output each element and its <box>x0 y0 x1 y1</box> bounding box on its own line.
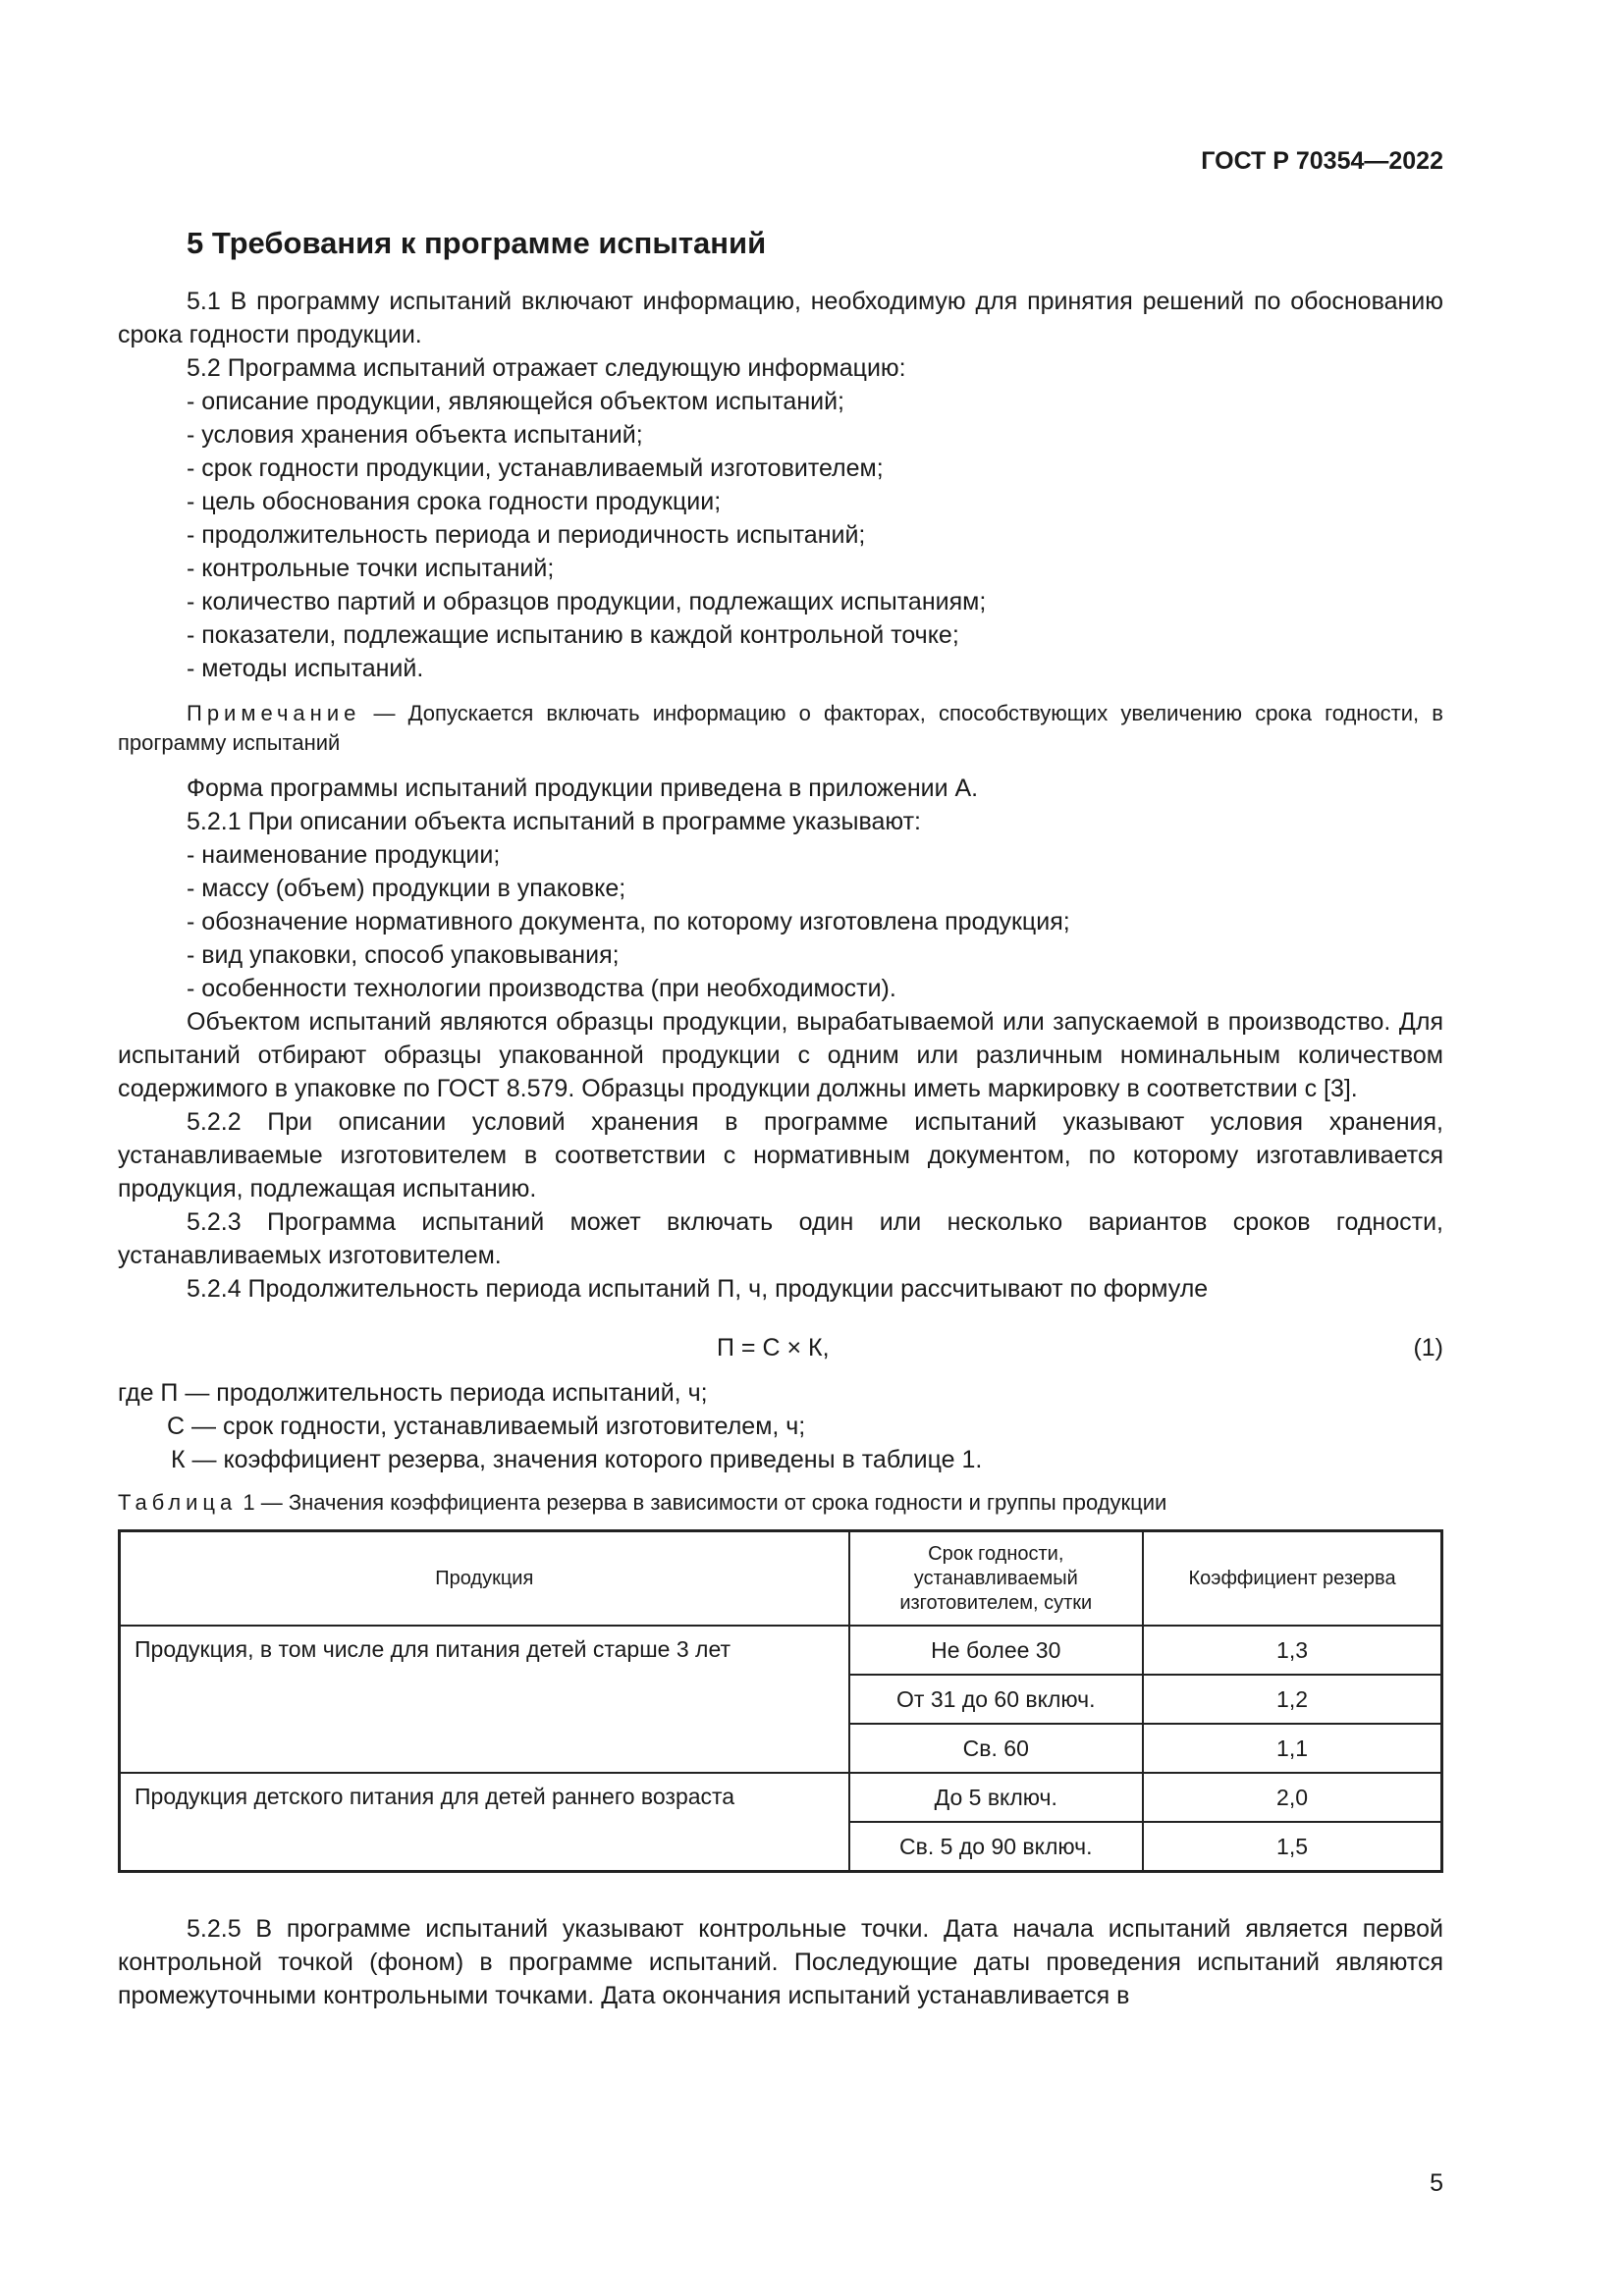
list-item: - контрольные точки испытаний; <box>187 555 555 582</box>
list-item: - показатели, подлежащие испытанию в каждой контрольной точке; <box>187 621 959 649</box>
table-caption-text: 1 — Значения коэффициента резерва в зависимости от срока годности и группы продукции <box>237 1490 1167 1515</box>
reserve-coefficient-table <box>118 1529 1443 1873</box>
product-group-cell: Продукция детского питания для детей раннего возраста <box>120 1773 849 1872</box>
coefficient-cell: 1,1 <box>1143 1724 1441 1773</box>
table-caption-label: Таблица <box>118 1490 238 1515</box>
paragraph-5-1: 5.1 В программу испытаний включают информацию, необходимую для принятия решений по обоснованию срока годности продукции. <box>118 288 1443 348</box>
shelf-life-cell: От 31 до 60 включ. <box>849 1675 1144 1724</box>
formula-legend <box>118 1376 1443 1476</box>
list-item: - методы испытаний. <box>187 655 424 682</box>
list-item: - наименование продукции; <box>187 841 501 869</box>
shelf-life-cell: Св. 60 <box>849 1724 1144 1773</box>
header-coefficient: Коэффициент резерва <box>1143 1531 1441 1627</box>
table-row <box>120 1773 1442 1822</box>
page-number: 5 <box>1430 2169 1443 2197</box>
shelf-life-cell: Не более 30 <box>849 1626 1144 1675</box>
paragraph-5-2: 5.2 Программа испытаний отражает следующую информацию: <box>187 354 906 382</box>
formula-expression: П = С × К, <box>717 1334 830 1362</box>
list-item: - продолжительность периода и периодичность испытаний; <box>187 521 866 549</box>
product-group-cell: Продукция, в том числе для питания детей старше 3 лет <box>120 1626 849 1773</box>
formula <box>118 1315 1443 1376</box>
paragraph-5-2-5: 5.2.5 В программе испытаний указывают контрольные точки. Дата начала испытаний является первой контрольной точкой (фоном) в программе испытаний. Последующие даты проведения испытаний являются промежуточными контрольными точками. Дата окончания испытаний устанавливается в <box>118 1915 1443 2009</box>
list-item: - обозначение нормативного документа, по которому изготовлена продукция; <box>187 908 1070 935</box>
table-caption <box>118 1488 1443 1518</box>
coefficient-cell: 1,2 <box>1143 1675 1441 1724</box>
header-shelf-life: Срок годности, устанавливаемый изготовителем, сутки <box>849 1531 1144 1627</box>
document-body <box>118 285 1443 2012</box>
coefficient-cell: 1,3 <box>1143 1626 1441 1675</box>
document-code-header: ГОСТ Р 70354—2022 <box>1201 147 1443 175</box>
list-item: - массу (объем) продукции в упаковке; <box>187 875 626 902</box>
note-label: Примечание <box>187 701 361 725</box>
paragraph-5-2-3: 5.2.3 Программа испытаний может включать один или несколько вариантов сроков годности, устанавливаемых изготовителем. <box>118 1208 1443 1269</box>
legend-item: К — коэффициент резерва, значения которого приведены в таблице 1. <box>171 1446 983 1473</box>
list-item: - особенности технологии производства (при необходимости). <box>187 975 896 1002</box>
coefficient-cell: 2,0 <box>1143 1773 1441 1822</box>
legend-item: С — срок годности, устанавливаемый изготовителем, ч; <box>167 1413 806 1440</box>
paragraph-5-2-2: 5.2.2 При описании условий хранения в программе испытаний указывают условия хранения, устанавливаемые изготовителем в соответствии с нормативным документом, по которому изготавливается продукция, подлежащая испытанию. <box>118 1108 1443 1202</box>
formula-number: (1) <box>1413 1334 1443 1362</box>
legend-item: где П — продолжительность периода испытаний, ч; <box>118 1379 708 1407</box>
paragraph-object: Объектом испытаний являются образцы продукции, вырабатываемой или запускаемой в производство. Для испытаний отбирают образцы упакованной продукции с одним или различным номинальным количеством содержимого в упаковке по ГОСТ 8.579. Образцы продукции должны иметь маркировку в соответствии с [3]. <box>118 1008 1443 1102</box>
shelf-life-cell: До 5 включ. <box>849 1773 1144 1822</box>
table-row <box>120 1626 1442 1675</box>
coefficient-cell: 1,5 <box>1143 1822 1441 1872</box>
shelf-life-cell: Св. 5 до 90 включ. <box>849 1822 1144 1872</box>
note <box>118 699 1443 758</box>
paragraph-5-2-4: 5.2.4 Продолжительность периода испытаний П, ч, продукции рассчитывают по формуле <box>187 1275 1209 1303</box>
note-text: — Допускается включать информацию о факторах, способствующих увеличению срока годности, в программу испытаний <box>118 701 1443 755</box>
list-item: - цель обоснования срока годности продукции; <box>187 488 722 515</box>
paragraph-5-2-1: 5.2.1 При описании объекта испытаний в программе указывают: <box>187 808 921 835</box>
list-item: - описание продукции, являющейся объектом испытаний; <box>187 388 844 415</box>
list-item: - вид упаковки, способ упаковывания; <box>187 941 620 969</box>
header-product: Продукция <box>120 1531 849 1627</box>
paragraph-form: Форма программы испытаний продукции приведена в приложении А. <box>187 774 979 802</box>
list-item: - количество партий и образцов продукции, подлежащих испытаниям; <box>187 588 987 615</box>
section-title: 5 Требования к программе испытаний <box>187 226 767 260</box>
list-item: - срок годности продукции, устанавливаемый изготовителем; <box>187 454 884 482</box>
list-item: - условия хранения объекта испытаний; <box>187 421 643 449</box>
table-header-row <box>120 1531 1442 1627</box>
